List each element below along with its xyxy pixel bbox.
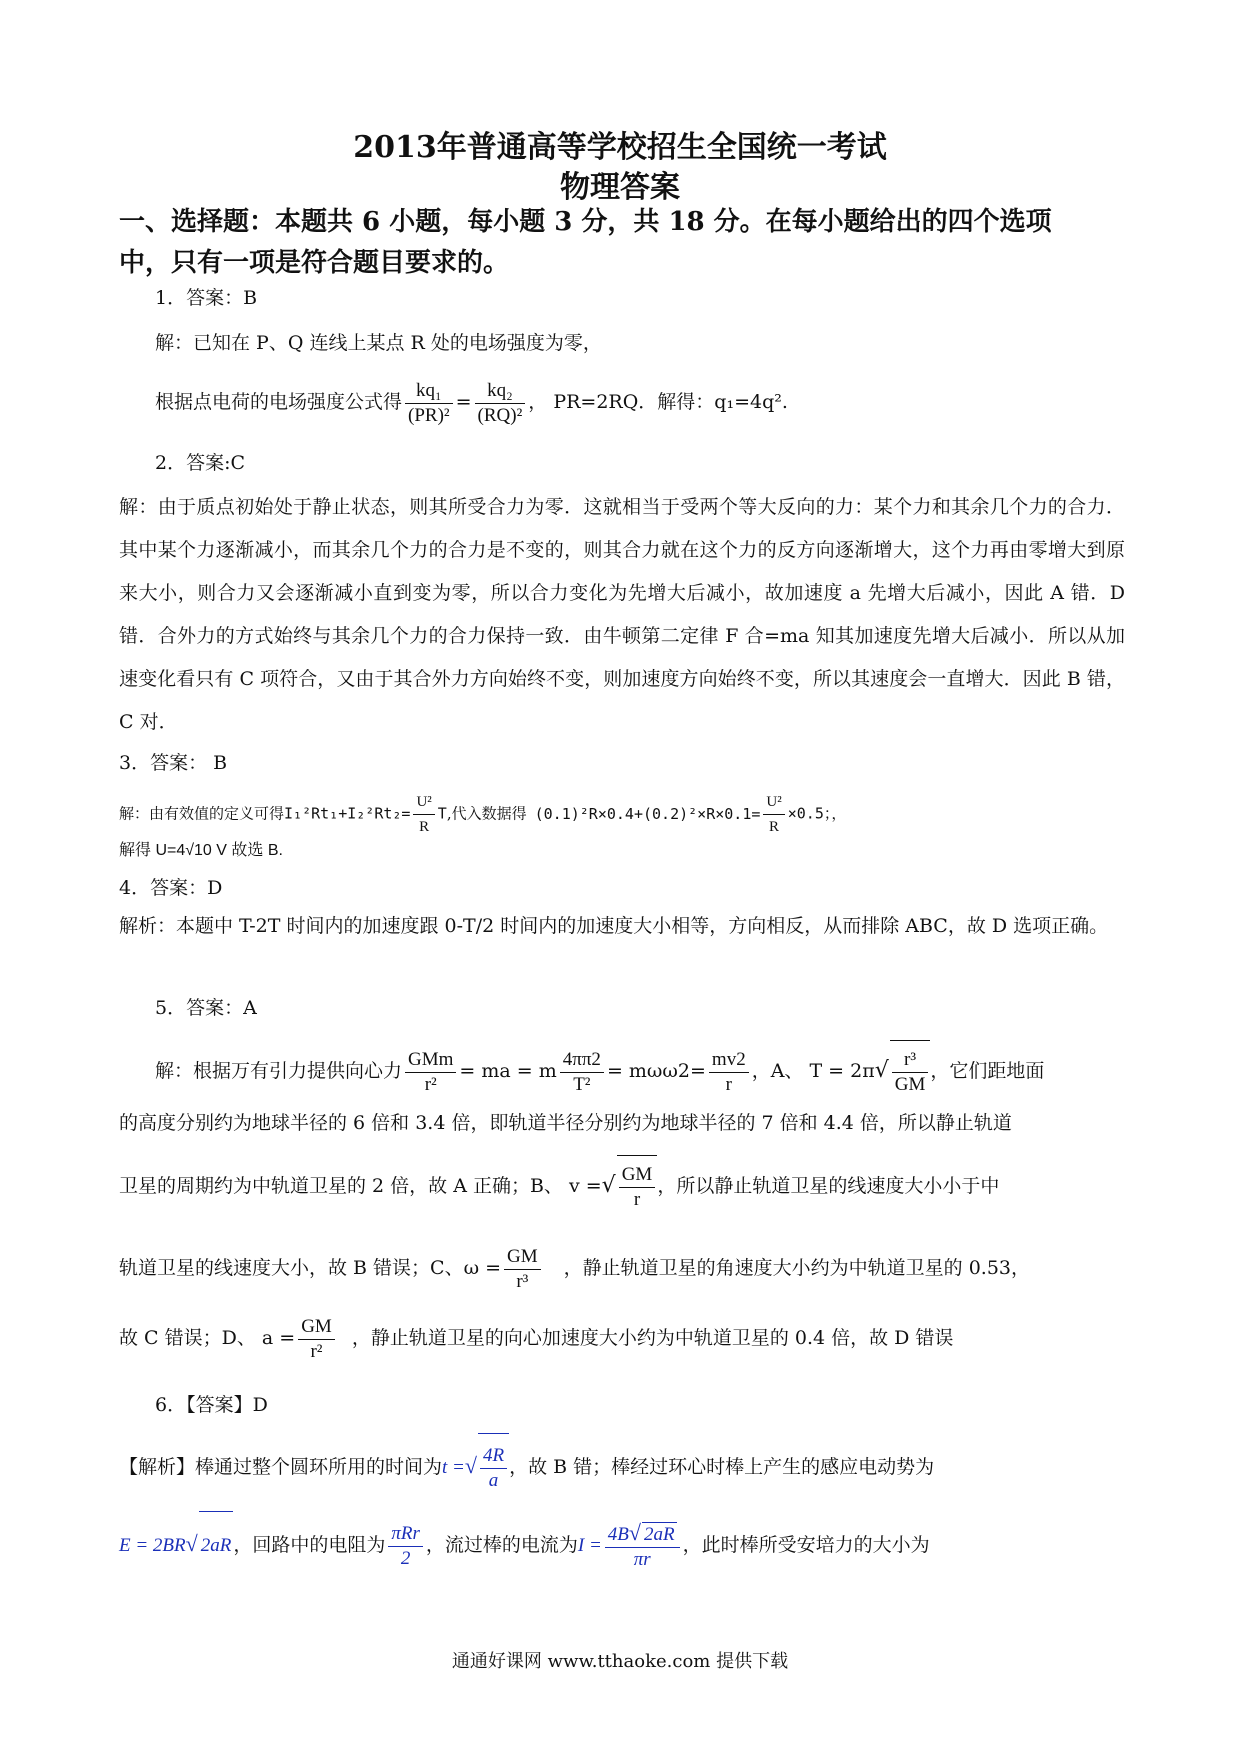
q6-sqrt-sign: √: [464, 1453, 477, 1478]
q5-r-b: r: [633, 1188, 641, 1210]
q5-sqrt-sign-b: √: [601, 1173, 616, 1198]
q5-line-2: 的高度分别约为地球半径的 6 倍和 3.4 倍，即轨道半径分别约为地球半径的 7 倍和 4.4 倍，所以静止轨道: [119, 1112, 1012, 1134]
q1-fraction-1: [405, 379, 453, 428]
q5-option-c: 轨道卫星的线速度大小，故 B 错误；C、ω =: [119, 1257, 502, 1279]
q1-solution-line-2: [155, 372, 788, 432]
q5-gm-b: GM: [619, 1163, 656, 1188]
q3-u2: U²: [413, 790, 434, 815]
q6-sqrt-sign-i: √: [628, 1519, 641, 1545]
q6-e-eq: E = 2BR: [119, 1535, 186, 1556]
q5-gm-c: GM: [504, 1245, 541, 1270]
q3-text: 解：由有效值的定义可得: [119, 804, 285, 823]
q5-frac-gm-r: [619, 1163, 656, 1212]
q5-line3-suffix: ，所以静止轨道卫星的线速度大小小于中: [657, 1175, 1000, 1197]
q5-gm: GM: [894, 1073, 926, 1095]
q5-frac-gm-r3: [504, 1245, 541, 1294]
q3-answer: 3．答案： B: [119, 752, 228, 774]
q3-r: R: [419, 819, 430, 835]
q6-sqrt-sign-e: √: [185, 1531, 198, 1556]
q5-line-5: [119, 1308, 953, 1368]
q6-pirr: πRr: [388, 1522, 423, 1547]
q5-frac-r3: [892, 1048, 929, 1097]
q6-pir: πr: [633, 1548, 651, 1570]
q6-2ar-b: 2aR: [643, 1523, 675, 1545]
q5-gmm: GMm: [405, 1048, 456, 1073]
q5-r2-d: r²: [310, 1340, 323, 1362]
q1-fraction-2: [475, 379, 526, 428]
q5-frac-4pi: [560, 1048, 604, 1097]
q5-frac-gm-r2: [298, 1315, 335, 1364]
q5-frac-mv2: [709, 1048, 749, 1097]
q5-line-3: [119, 1155, 999, 1216]
q6-line-2: [119, 1510, 930, 1580]
q3-formula-1: I₁²Rt₁+I₂²Rt₂=: [284, 804, 411, 823]
q5-gm-d: GM: [298, 1315, 335, 1340]
q3-comma: ，: [831, 804, 847, 823]
q1-frac1-num: kq₁: [405, 379, 453, 404]
q5-line4-suffix: ，静止轨道卫星的角速度大小约为中轨道卫星的 0.53，: [563, 1257, 1031, 1279]
q3-formula-2: (0.1)²R×0.4+(0.2)²×R×0.1=: [534, 804, 761, 823]
q3-u2-b: U²: [763, 790, 784, 815]
q3-fraction-u2r: [413, 790, 434, 839]
q6-frac-resistance: [388, 1522, 423, 1571]
q6-two: 2: [400, 1547, 411, 1569]
q6-text: 【解析】棒通过整个圆环所用的时间为: [119, 1456, 443, 1478]
q6-4b: 4B: [607, 1523, 629, 1545]
q3-fraction-u2r-2: [763, 790, 784, 839]
q5-sqrt-sign: √: [874, 1058, 889, 1083]
footer-source: 通通好课网 www.tthaoke.com 提供下载: [451, 1651, 789, 1672]
q5-line-1: [155, 1040, 1044, 1101]
section-heading: [119, 202, 1129, 284]
q5-r3-c: r³: [516, 1270, 529, 1292]
q5-line1-suffix: ，它们距地面: [930, 1060, 1045, 1082]
q1-equals: =: [455, 391, 472, 413]
q6-i-eq: I =: [577, 1535, 602, 1556]
q5-r2: r²: [424, 1073, 437, 1095]
q3-result: 解得 U=4√10 V 故选 B.: [119, 842, 283, 859]
q1-result: ， PR=2RQ．解得：q₁=4q².: [528, 391, 788, 413]
q4-answer: 4．答案：D: [119, 877, 223, 899]
q2-answer: 2．答案:C: [155, 452, 246, 474]
q6-current-num: [605, 1521, 680, 1548]
q1-solution-line-1: 解：已知在 P、Q 连线上某点 R 处的电场强度为零，: [155, 332, 602, 354]
q3-solution-line-1: [119, 790, 846, 839]
q6-mid2: ，流过棒的电流为: [425, 1534, 578, 1556]
q5-sqrt-body: [890, 1040, 931, 1101]
document-title: 2013年普通高等学校招生全国统一考试: [353, 130, 887, 165]
q6-2ar: 2aR: [199, 1511, 234, 1580]
q5-mv2: mv2: [709, 1048, 749, 1073]
q6-mid1: ，回路中的电阻为: [233, 1534, 386, 1556]
q5-ma: = ma = m: [459, 1060, 557, 1082]
q5-sqrt-body-b: [617, 1155, 658, 1216]
document-subtitle: 物理答案: [560, 170, 680, 205]
q5-r: r: [725, 1073, 732, 1095]
q2-explanation: 解：由于质点初始处于静止状态，则其所受合力为零．这就相当于受两个等大反向的力：某个力和其余几个力的合力．其中某个力逐渐减小，而其余几个力的合力是不变的，则其合力就在这个力的反方向逐渐增大，这个力再由零增大到原来大小，则合力又会逐渐减小直到变为零，所以合力变化为先增大后减小，故加速度 a 先增大后减小，因此 A 错．D 错．合外力的方式始终与其余几个力的合力保持一致．由牛顿第二定律 F 合=ma 知其加速度先增大后减小．所以从加速变化看只有 C 项符合，又由于其合外力方向始终不变，则加速度方向始终不变，所以其速度会一直增大．因此 B 错，C 对．: [119, 496, 1125, 733]
q1-text: 根据点电荷的电场强度公式得: [155, 391, 403, 413]
q6-a: a: [488, 1470, 499, 1492]
q5-option-a: ，A、 T = 2π: [751, 1060, 875, 1082]
q3-r-b: R: [769, 819, 780, 835]
q5-option-d: 故 C 错误；D、 a =: [119, 1327, 296, 1349]
q1-frac2-den: (RQ)²: [477, 404, 523, 426]
q6-line1-suffix: ，故 B 错；棒经过环心时棒上产生的感应电动势为: [509, 1456, 935, 1478]
q3-t: T: [437, 804, 447, 823]
q6-frac-4r-a: [480, 1444, 507, 1493]
q6-t-eq: t =: [442, 1457, 465, 1478]
q5-answer: 5．答案：A: [155, 997, 257, 1019]
q5-line-4: [119, 1238, 1030, 1298]
q6-sqrt-body: [478, 1433, 509, 1502]
section-heading-line-1: 一、选择题：本题共 6 小题，每小题 3 分，共 18 分。在每小题给出的四个选项: [119, 207, 1052, 237]
q6-line-1: [119, 1432, 934, 1502]
q1-answer: 1．答案：B: [155, 287, 258, 309]
q4-explanation: 解析：本题中 T-2T 时间内的加速度跟 0-T/2 时间内的加速度大小相等，方向相反，从而排除 ABC，故 D 选项正确。: [119, 915, 1109, 937]
q3-tail: ×0.5；: [787, 804, 832, 823]
q1-frac2-num: kq₂: [475, 379, 526, 404]
q5-t2: T²: [573, 1073, 591, 1095]
q6-frac-current: [605, 1521, 680, 1572]
q5-line5-suffix: ，静止轨道卫星的向心加速度大小约为中轨道卫星的 0.4 倍，故 D 错误: [351, 1327, 954, 1349]
q5-text: 解：根据万有引力提供向心力: [155, 1060, 403, 1082]
q5-mww: = mωω2=: [606, 1060, 706, 1082]
q5-option-b: 卫星的周期约为中轨道卫星的 2 倍，故 A 正确；B、 v =: [119, 1175, 602, 1197]
q5-frac-gmm: [405, 1048, 456, 1097]
q6-line2-suffix: ，此时棒所受安培力的大小为: [682, 1534, 930, 1556]
q1-frac1-den: (PR)²: [408, 404, 450, 426]
q6-4r: 4R: [480, 1444, 507, 1469]
section-heading-line-2: 中，只有一项是符合题目要求的。: [119, 248, 510, 278]
q5-r3: r³: [892, 1048, 929, 1073]
q3-mid: ,代入数据得: [446, 804, 527, 823]
q6-answer: 6．【答案】D: [155, 1394, 268, 1416]
q5-4pi: 4ππ2: [560, 1048, 604, 1073]
